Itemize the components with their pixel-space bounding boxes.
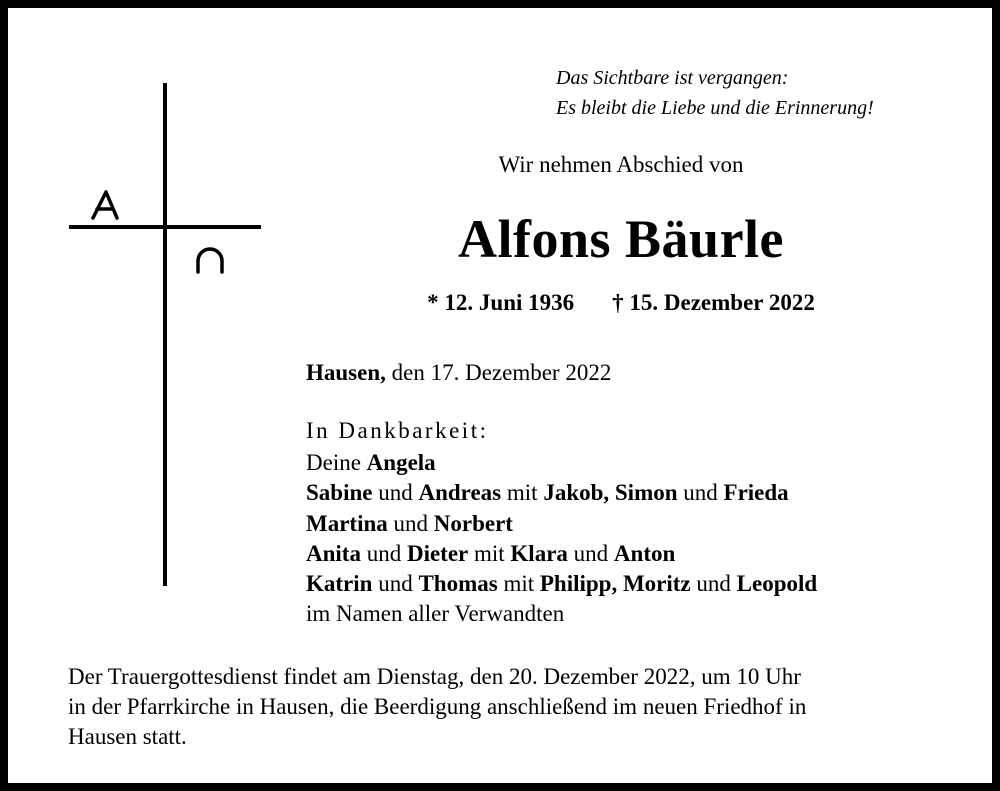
motto: [556, 63, 874, 123]
mourner-line: Sabine und Andreas mit Jakob, Simon und Frieda: [306, 480, 789, 506]
mourner-line: Anita und Dieter mit Klara und Anton: [306, 540, 676, 566]
birth-date: * 12. Juni 1936: [427, 290, 575, 315]
notice-date: den 17. Dezember 2022: [391, 360, 612, 385]
intro-text: Wir nehmen Abschied von: [498, 152, 744, 177]
service-line-2: in der Pfarrkirche in Hausen, die Beerdigung anschließend im neuen Friedhof in: [68, 694, 807, 719]
deceased-name: Alfons Bäurle: [457, 209, 785, 269]
thanks-label: In Dankbarkeit:: [306, 418, 489, 443]
mourner-line: im Namen aller Verwandten: [306, 601, 565, 627]
life-dates: [8, 290, 1000, 316]
motto-line-1: Das Sichtbare ist vergangen:: [556, 67, 789, 89]
motto-line-2: Es bleibt die Liebe und die Erinnerung!: [556, 97, 874, 119]
mourner-line: Katrin und Thomas mit Philipp, Moritz und Leopold: [306, 571, 818, 597]
service-info: [68, 662, 806, 752]
place-name: Hausen,: [306, 360, 386, 385]
mourner-line: Deine Angela: [306, 450, 436, 475]
mourner-line: Martina und Norbert: [306, 510, 513, 536]
death-date: † 15. Dezember 2022: [612, 290, 815, 315]
service-line-1: Der Trauergottesdienst findet am Dienstag, den 20. Dezember 2022, um 10 Uhr: [68, 664, 801, 689]
service-line-3: Hausen statt.: [68, 724, 187, 749]
mourners-list: [306, 448, 817, 630]
place-date: [306, 360, 611, 386]
